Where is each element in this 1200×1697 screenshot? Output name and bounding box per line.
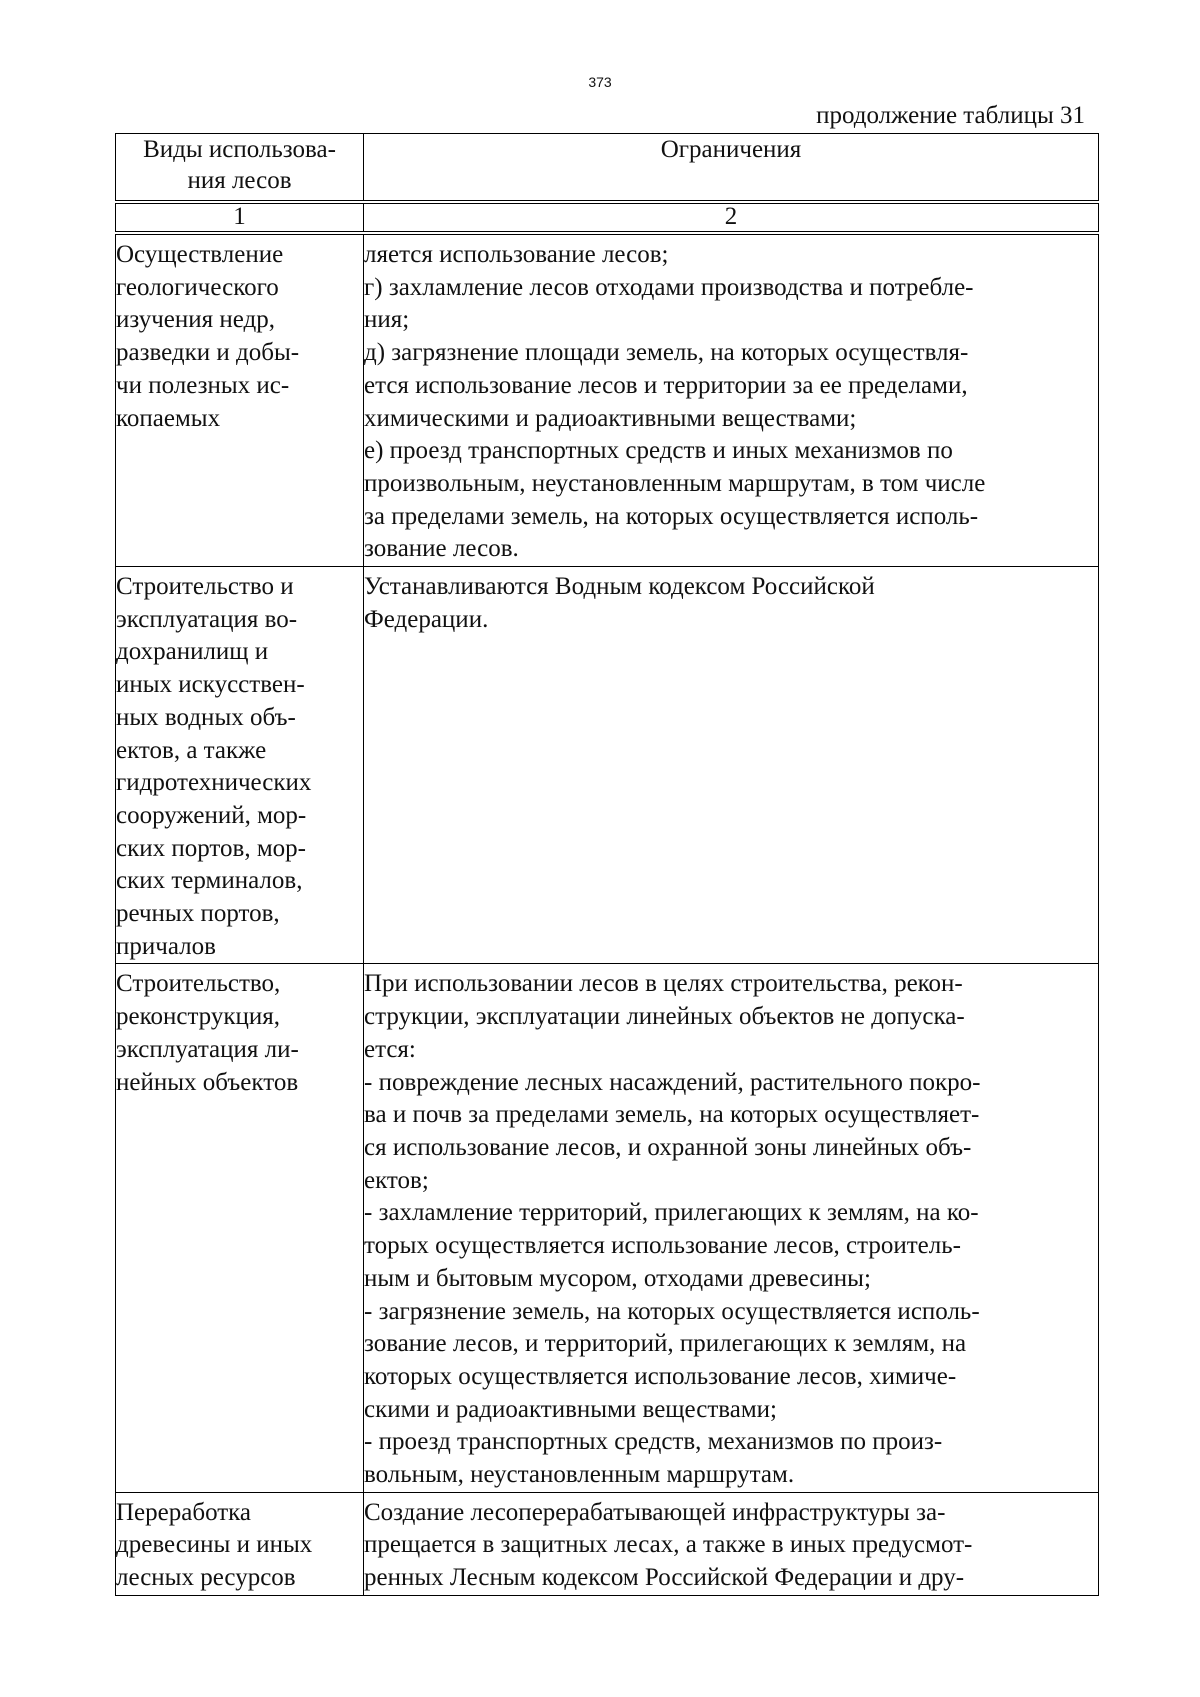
use-type-line: Переработка bbox=[116, 1498, 252, 1526]
restriction-line: ляется использование лесов; bbox=[364, 241, 669, 268]
use-type-line: чи полезных ис- bbox=[116, 371, 290, 399]
use-type-line: иных искусствен- bbox=[116, 671, 305, 699]
page-number: 373 bbox=[588, 74, 612, 90]
restriction-line: - захламление территорий, прилегающих к землям, на ко- bbox=[364, 1199, 979, 1227]
header-use-types bbox=[116, 134, 364, 203]
use-type-cell bbox=[116, 1492, 364, 1595]
use-type-cell bbox=[116, 567, 364, 964]
restriction-line: зование лесов, и территорий, прилегающих к землям, на bbox=[364, 1330, 967, 1358]
restriction-line: Устанавливаются Водным кодексом Российской bbox=[364, 573, 875, 601]
table-row bbox=[116, 964, 1099, 1492]
restriction-line: зование лесов. bbox=[364, 535, 519, 563]
restriction-line: ния; bbox=[364, 306, 410, 334]
use-type-line: нейных объектов bbox=[116, 1068, 299, 1096]
use-type-line: Строительство, bbox=[116, 970, 281, 998]
header-use-types-line: ния лесов bbox=[187, 167, 292, 194]
table-row bbox=[116, 1492, 1099, 1595]
restriction-line: - проезд транспортных средств, механизмов по произ- bbox=[364, 1428, 943, 1456]
use-type-line: речных портов, bbox=[116, 900, 280, 928]
column-number: 1 bbox=[116, 202, 364, 233]
use-type-line: эксплуатация во- bbox=[116, 605, 298, 633]
restriction-line: Создание лесоперерабатывающей инфраструктуры за- bbox=[364, 1498, 946, 1526]
table-row bbox=[116, 567, 1099, 964]
restriction-line: ется: bbox=[364, 1035, 416, 1063]
restriction-line: При использовании лесов в целях строительства, рекон- bbox=[364, 970, 963, 998]
use-type-line: Осуществление bbox=[116, 241, 284, 268]
restriction-line: прещается в защитных лесах, а также в иных предусмот- bbox=[364, 1531, 973, 1559]
table-continuation-label: продолжение таблицы 31 bbox=[816, 102, 1085, 129]
use-type-line: дохранилищ и bbox=[116, 638, 269, 666]
restriction-line: химическими и радиоактивными веществами; bbox=[364, 404, 857, 432]
restrictions-cell bbox=[364, 1492, 1099, 1595]
restriction-line: ектов; bbox=[364, 1166, 429, 1194]
use-type-line: лесных ресурсов bbox=[116, 1564, 296, 1592]
restriction-line: скими и радиоактивными веществами; bbox=[364, 1395, 778, 1423]
use-type-line: копаемых bbox=[116, 404, 221, 432]
use-type-cell bbox=[116, 233, 364, 567]
restriction-line: г) захламление лесов отходами производства и потребле- bbox=[364, 273, 974, 301]
restriction-line: - повреждение лесных насаждений, растительного покро- bbox=[364, 1068, 981, 1096]
table-row bbox=[116, 233, 1099, 567]
use-type-line: изучения недр, bbox=[116, 306, 276, 334]
use-type-line: геологического bbox=[116, 273, 279, 301]
restrictions-cell bbox=[364, 567, 1099, 964]
use-type-line: ских портов, мор- bbox=[116, 834, 306, 862]
restriction-line: ется использование лесов и территории за ее пределами, bbox=[364, 371, 968, 399]
use-type-line: ектов, а также bbox=[116, 736, 267, 764]
use-type-line: разведки и добы- bbox=[116, 339, 300, 367]
use-type-line: реконструкция, bbox=[116, 1003, 281, 1031]
use-type-line: Строительство и bbox=[116, 573, 294, 601]
use-type-line: ских терминалов, bbox=[116, 867, 303, 895]
restriction-line: которых осуществляется использование лесов, химиче- bbox=[364, 1362, 957, 1390]
restriction-line: струкции, эксплуатации линейных объектов не допуска- bbox=[364, 1003, 965, 1031]
table-header-row bbox=[116, 134, 1099, 203]
use-type-line: эксплуатация ли- bbox=[116, 1035, 299, 1063]
restriction-line: произвольным, неустановленным маршрутам, в том числе bbox=[364, 469, 986, 497]
use-type-line: сооружений, мор- bbox=[116, 801, 307, 829]
header-use-types-line: Виды использова- bbox=[143, 136, 336, 163]
use-type-line: причалов bbox=[116, 932, 216, 960]
restriction-line: ся использование лесов, и охранной зоны линейных объ- bbox=[364, 1133, 972, 1161]
restriction-line: вольным, неустановленным маршрутам. bbox=[364, 1461, 795, 1489]
column-number: 2 bbox=[364, 202, 1099, 233]
restriction-line: ным и бытовым мусором, отходами древесины; bbox=[364, 1264, 871, 1292]
header-restrictions: Ограничения bbox=[364, 134, 1099, 203]
restriction-line: ренных Лесным кодексом Российской Федерации и дру- bbox=[364, 1564, 965, 1592]
restrictions-table bbox=[115, 133, 1099, 1596]
use-type-line: ных водных объ- bbox=[116, 703, 296, 731]
restriction-line: Федерации. bbox=[364, 605, 489, 633]
restriction-line: ва и почв за пределами земель, на которых осуществляет- bbox=[364, 1101, 980, 1129]
restriction-line: - загрязнение земель, на которых осуществляется исполь- bbox=[364, 1297, 980, 1325]
use-type-line: гидротехнических bbox=[116, 769, 312, 797]
column-number-row bbox=[116, 202, 1099, 233]
restrictions-cell bbox=[364, 233, 1099, 567]
restriction-line: за пределами земель, на которых осуществляется исполь- bbox=[364, 502, 979, 530]
restrictions-cell bbox=[364, 964, 1099, 1492]
use-type-cell bbox=[116, 964, 364, 1492]
restriction-line: д) загрязнение площади земель, на которых осуществля- bbox=[364, 339, 969, 367]
restriction-line: е) проезд транспортных средств и иных механизмов по bbox=[364, 437, 953, 465]
use-type-line: древесины и иных bbox=[116, 1531, 313, 1559]
restriction-line: торых осуществляется использование лесов, строитель- bbox=[364, 1232, 961, 1260]
